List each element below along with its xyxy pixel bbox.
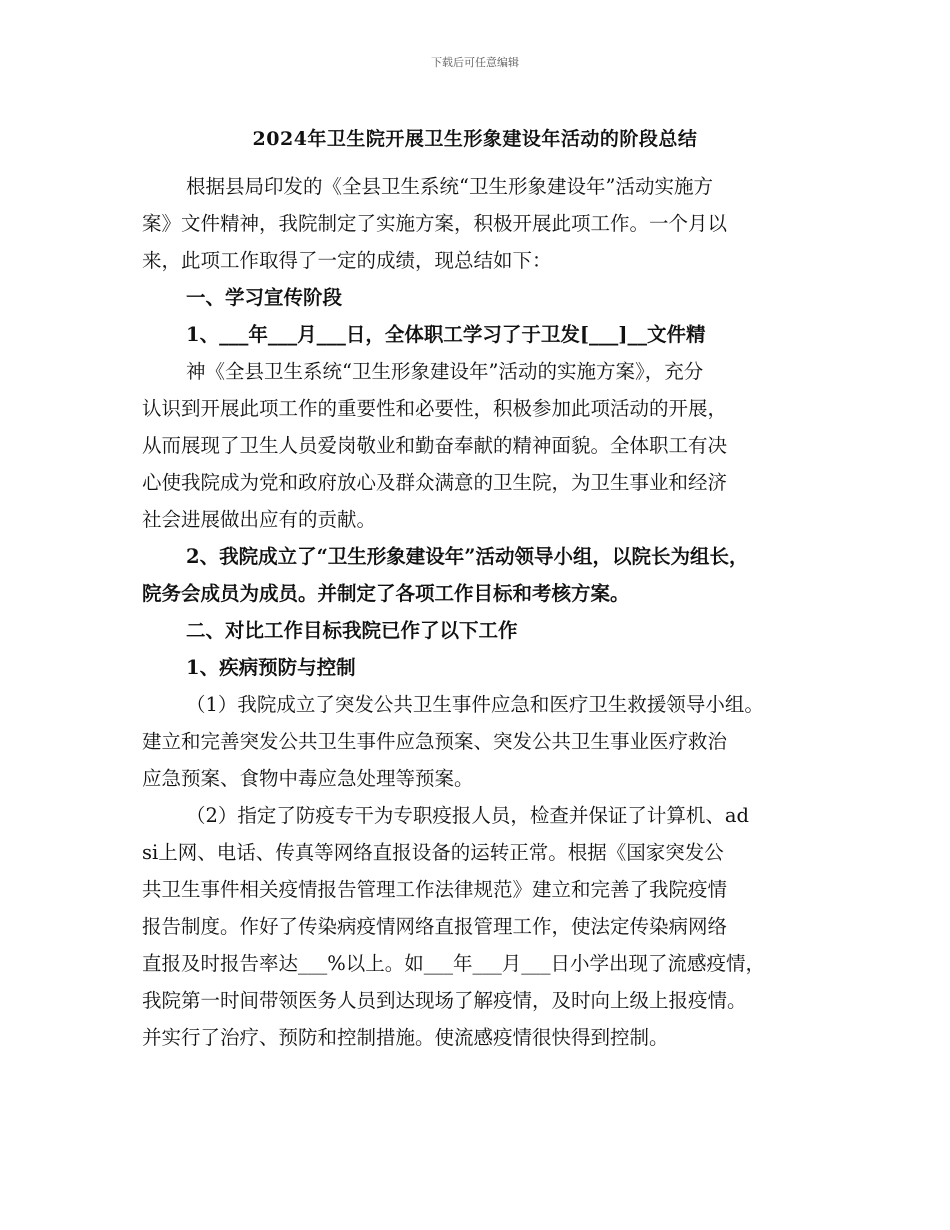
heading-line: 2、我院成立了“卫生形象建设年”活动领导小组，以院长为组长，: [186, 545, 749, 568]
paragraph-line: 直报及时报告率达___%以上。如___年___月___日小学出现了流感疫情，: [142, 952, 766, 975]
paragraph-line: 社会进展做出应有的贡献。: [142, 508, 377, 531]
heading-line: 院务会成员为成员。并制定了各项工作目标和考核方案。: [142, 582, 630, 605]
heading-line: 1、疾病预防与控制: [186, 656, 356, 679]
document-title: 2024年卫生院开展卫生形象建设年活动的阶段总结: [252, 128, 698, 150]
paragraph-line: （1）我院成立了突发公共卫生事件应急和医疗卫生救援领导小组。: [186, 693, 764, 716]
heading-line: 1、___年___月___日，全体职工学习了于卫发[___]__文件精: [186, 323, 706, 346]
paragraph-line: 建立和完善突发公共卫生事件应急预案、突发公共卫生事业医疗救治: [142, 730, 728, 753]
paragraph-line: 神《全县卫生系统“卫生形象建设年”活动的实施方案》，充分: [186, 360, 704, 383]
paragraph-line: 并实行了治疗、预防和控制措施。使流感疫情很快得到控制。: [142, 1026, 669, 1049]
paragraph-line: 共卫生事件相关疫情报告管理工作法律规范》建立和完善了我院疫情: [142, 878, 728, 901]
heading-line: 一、学习宣传阶段: [186, 286, 343, 309]
heading-line: 二、对比工作目标我院已作了以下工作: [186, 619, 518, 642]
paragraph-line: 应急预案、食物中毒应急处理等预案。: [142, 767, 474, 790]
header-note: 下载后可任意编辑: [431, 56, 519, 69]
paragraph-line: （2）指定了防疫专干为专职疫报人员，检查并保证了计算机、ad: [186, 804, 750, 827]
paragraph-line: 从而展现了卫生人员爱岗敬业和勤奋奉献的精神面貌。全体职工有决: [142, 434, 728, 457]
paragraph-line: si上网、电话、传真等网络直报设备的运转正常。根据《国家突发公: [142, 841, 724, 864]
document-body: [142, 168, 812, 1056]
paragraph-line: 根据县局印发的《全县卫生系统“卫生形象建设年”活动实施方: [186, 175, 713, 198]
paragraph-line: 案》文件精神，我院制定了实施方案，积极开展此项工作。一个月以: [142, 212, 728, 235]
paragraph-line: 我院第一时间带领医务人员到达现场了解疫情，及时向上级上报疫情。: [142, 989, 747, 1012]
paragraph-line: 来，此项工作取得了一定的成绩，现总结如下：: [142, 249, 552, 272]
paragraph-line: 认识到开展此项工作的重要性和必要性，积极参加此项活动的开展，: [142, 397, 728, 420]
paragraph-line: 报告制度。作好了传染病疫情网络直报管理工作，使法定传染病网络: [142, 915, 728, 938]
paragraph-line: 心使我院成为党和政府放心及群众满意的卫生院，为卫生事业和经济: [142, 471, 728, 494]
